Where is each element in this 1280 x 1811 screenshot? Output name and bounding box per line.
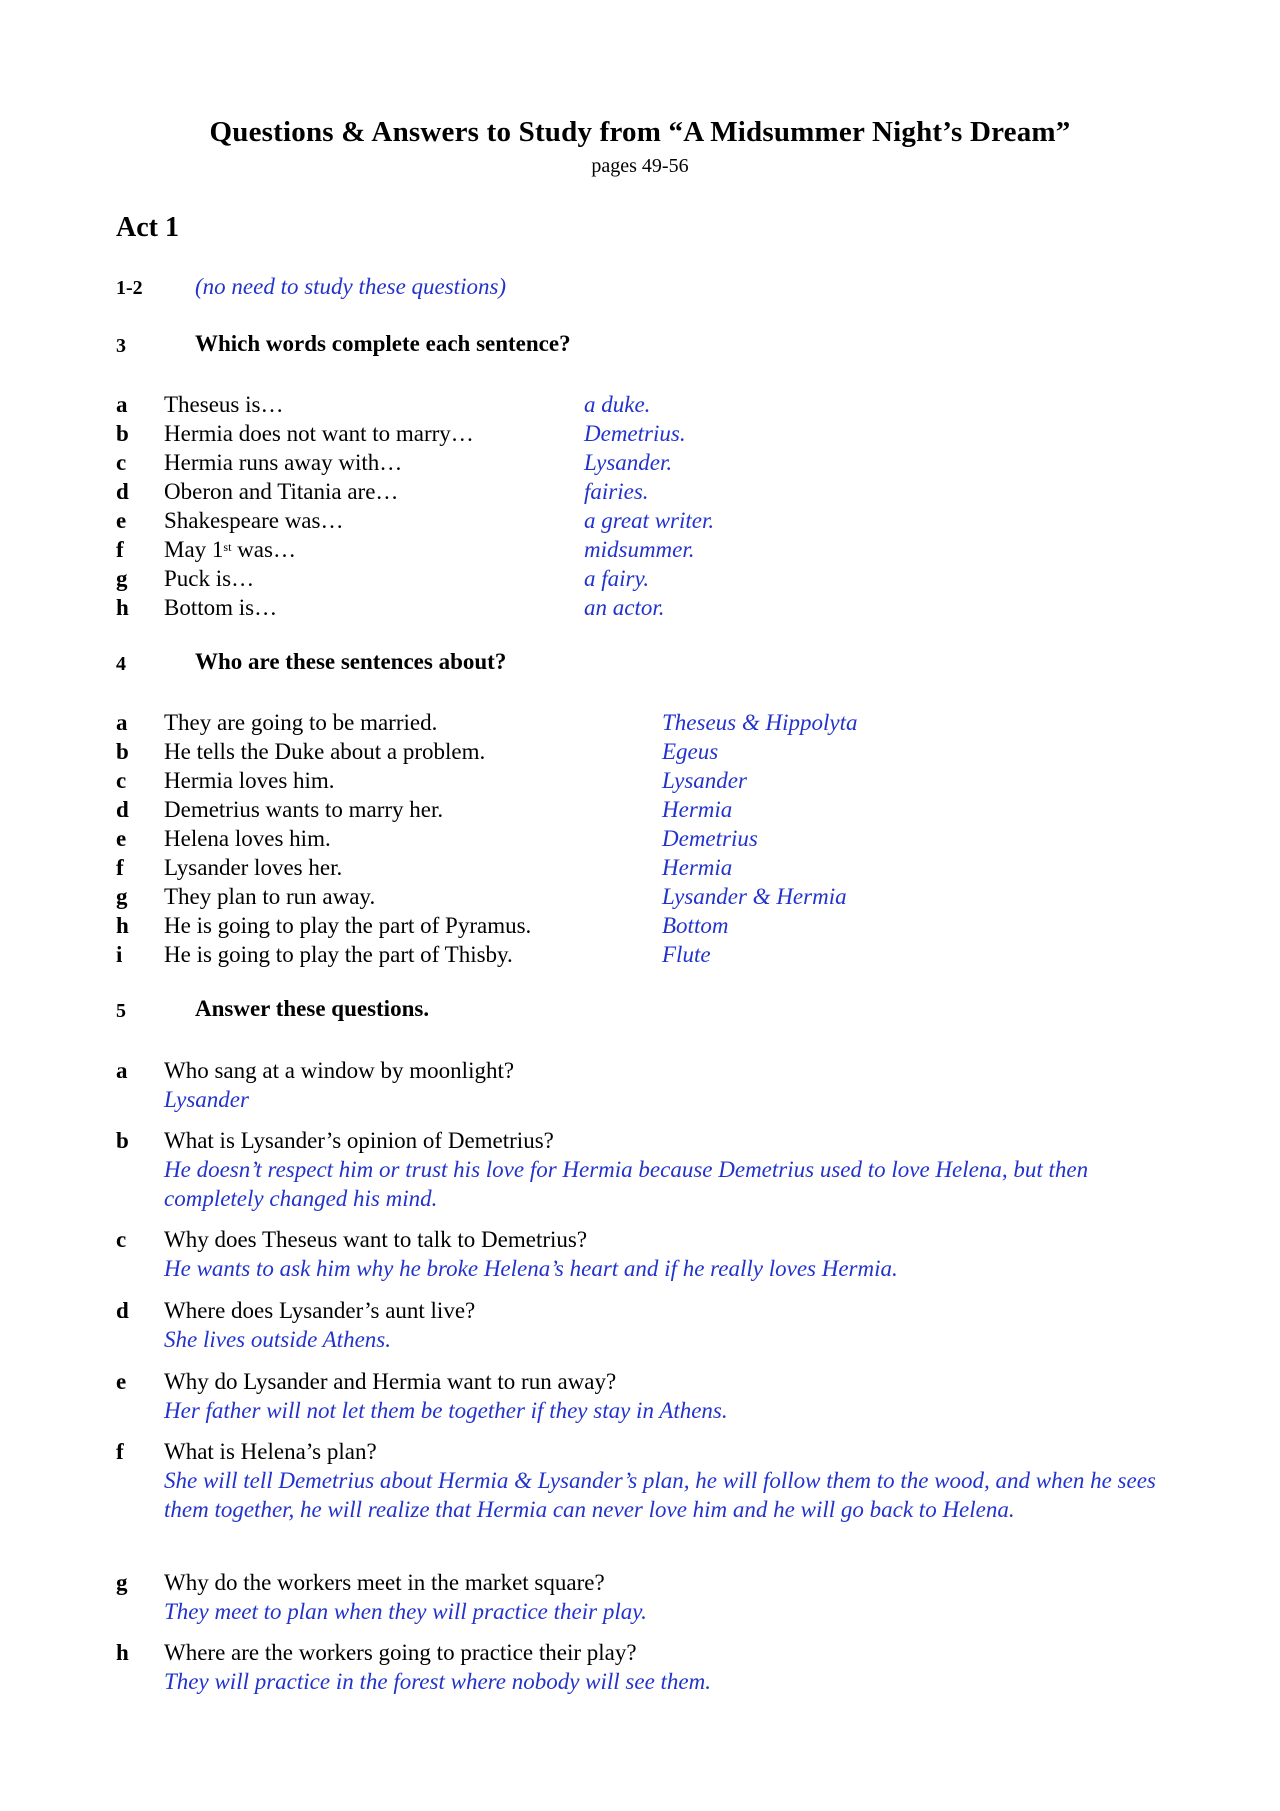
item-answer: Hermia bbox=[662, 855, 733, 880]
item-letter: h bbox=[116, 1640, 129, 1665]
item-letter: f bbox=[116, 537, 124, 562]
item-question: What is Helena’s plan? bbox=[164, 1439, 377, 1464]
item-answer: Hermia bbox=[662, 797, 733, 822]
item-letter: a bbox=[116, 1058, 128, 1083]
item-statement: Bottom is… bbox=[164, 595, 278, 620]
question-number: 3 bbox=[116, 335, 126, 357]
question-heading: Who are these sentences about? bbox=[195, 649, 507, 674]
item-statement: Theseus is… bbox=[164, 392, 284, 417]
item-statement: Demetrius wants to marry her. bbox=[164, 797, 444, 822]
page-subtitle: pages 49-56 bbox=[591, 155, 689, 177]
item-letter: c bbox=[116, 768, 127, 793]
item-answer: Lysander. bbox=[584, 450, 673, 475]
item-question: Why do the workers meet in the market square? bbox=[164, 1570, 605, 1595]
item-letter: a bbox=[116, 392, 128, 417]
item-statement: Hermia runs away with… bbox=[164, 450, 403, 475]
item-question: Where does Lysander’s aunt live? bbox=[164, 1298, 476, 1323]
item-letter: d bbox=[116, 1298, 129, 1323]
ordinal-suffix: st bbox=[223, 540, 232, 554]
item-statement: He is going to play the part of Pyramus. bbox=[164, 913, 532, 938]
item-letter: e bbox=[116, 826, 127, 851]
item-answer: Flute bbox=[662, 942, 711, 967]
item-answer: Demetrius bbox=[662, 826, 758, 851]
act-heading: Act 1 bbox=[116, 212, 179, 243]
item-letter: g bbox=[116, 566, 128, 591]
item-answer: Lysander bbox=[662, 768, 747, 793]
statement-text: was… bbox=[231, 537, 296, 562]
item-letter: g bbox=[116, 1570, 128, 1595]
statement-text: May 1 bbox=[164, 537, 224, 562]
item-question: Why does Theseus want to talk to Demetrius? bbox=[164, 1227, 588, 1252]
item-answer: He doesn’t respect him or trust his love for Hermia because Demetrius used to love Helena, but then completely changed his mind. bbox=[164, 1157, 1089, 1211]
item-question: Why do Lysander and Hermia want to run away? bbox=[164, 1369, 617, 1394]
item-statement: Helena loves him. bbox=[164, 826, 331, 851]
item-answer: a fairy. bbox=[584, 566, 650, 591]
item-answer: Bottom bbox=[662, 913, 729, 938]
item-answer: He wants to ask him why he broke Helena’s heart and if he really loves Hermia. bbox=[164, 1256, 898, 1281]
item-statement: They plan to run away. bbox=[164, 884, 376, 909]
item-letter: c bbox=[116, 450, 127, 475]
item-question: Who sang at a window by moonlight? bbox=[164, 1058, 515, 1083]
item-statement: Hermia loves him. bbox=[164, 768, 335, 793]
question-heading: Which words complete each sentence? bbox=[195, 331, 571, 356]
item-answer: a great writer. bbox=[584, 508, 715, 533]
item-letter: e bbox=[116, 1369, 127, 1394]
question-heading: Answer these questions. bbox=[195, 996, 430, 1021]
item-statement: Puck is… bbox=[164, 566, 255, 591]
item-statement: Hermia does not want to marry… bbox=[164, 421, 474, 446]
question-number: 5 bbox=[116, 1000, 126, 1022]
item-letter: e bbox=[116, 508, 127, 533]
item-letter: a bbox=[116, 710, 128, 735]
item-letter: b bbox=[116, 1128, 129, 1153]
item-letter: f bbox=[116, 1439, 124, 1464]
item-letter: b bbox=[116, 421, 129, 446]
question-number: 1-2 bbox=[116, 277, 143, 299]
item-answer: Her father will not let them be together if they stay in Athens. bbox=[164, 1398, 728, 1423]
item-statement: Oberon and Titania are… bbox=[164, 479, 399, 504]
question-note: (no need to study these questions) bbox=[195, 274, 507, 299]
item-letter: h bbox=[116, 913, 129, 938]
item-answer: They will practice in the forest where nobody will see them. bbox=[164, 1669, 712, 1694]
item-letter: f bbox=[116, 855, 124, 880]
item-statement: They are going to be married. bbox=[164, 710, 438, 735]
item-letter: i bbox=[116, 942, 123, 967]
item-answer: Lysander bbox=[164, 1087, 249, 1112]
item-answer: She lives outside Athens. bbox=[164, 1327, 391, 1352]
item-answer: an actor. bbox=[584, 595, 665, 620]
item-letter: b bbox=[116, 739, 129, 764]
item-question: What is Lysander’s opinion of Demetrius? bbox=[164, 1128, 554, 1153]
item-letter: g bbox=[116, 884, 128, 909]
item-answer: a duke. bbox=[584, 392, 651, 417]
item-letter: c bbox=[116, 1227, 127, 1252]
item-letter: d bbox=[116, 479, 129, 504]
item-question: Where are the workers going to practice their play? bbox=[164, 1640, 637, 1665]
item-answer: Demetrius. bbox=[584, 421, 686, 446]
item-statement: Shakespeare was… bbox=[164, 508, 344, 533]
item-answer: Lysander & Hermia bbox=[662, 884, 847, 909]
item-answer: She will tell Demetrius about Hermia & Lysander’s plan, he will follow them to the wood, and when he sees them together, he will realize that Hermia can never love him and he will go back to Helena. bbox=[164, 1468, 1156, 1522]
item-letter: h bbox=[116, 595, 129, 620]
question-number: 4 bbox=[116, 653, 126, 675]
item-answer: Egeus bbox=[662, 739, 719, 764]
item-answer: fairies. bbox=[584, 479, 649, 504]
item-answer: They meet to plan when they will practice their play. bbox=[164, 1599, 647, 1624]
item-answer: Theseus & Hippolyta bbox=[662, 710, 858, 735]
item-letter: d bbox=[116, 797, 129, 822]
item-statement: Lysander loves her. bbox=[164, 855, 343, 880]
item-statement: He is going to play the part of Thisby. bbox=[164, 942, 513, 967]
item-statement bbox=[164, 535, 296, 564]
item-answer: midsummer. bbox=[584, 537, 695, 562]
page-title: Questions & Answers to Study from “A Midsummer Night’s Dream” bbox=[209, 116, 1071, 148]
item-statement: He tells the Duke about a problem. bbox=[164, 739, 486, 764]
